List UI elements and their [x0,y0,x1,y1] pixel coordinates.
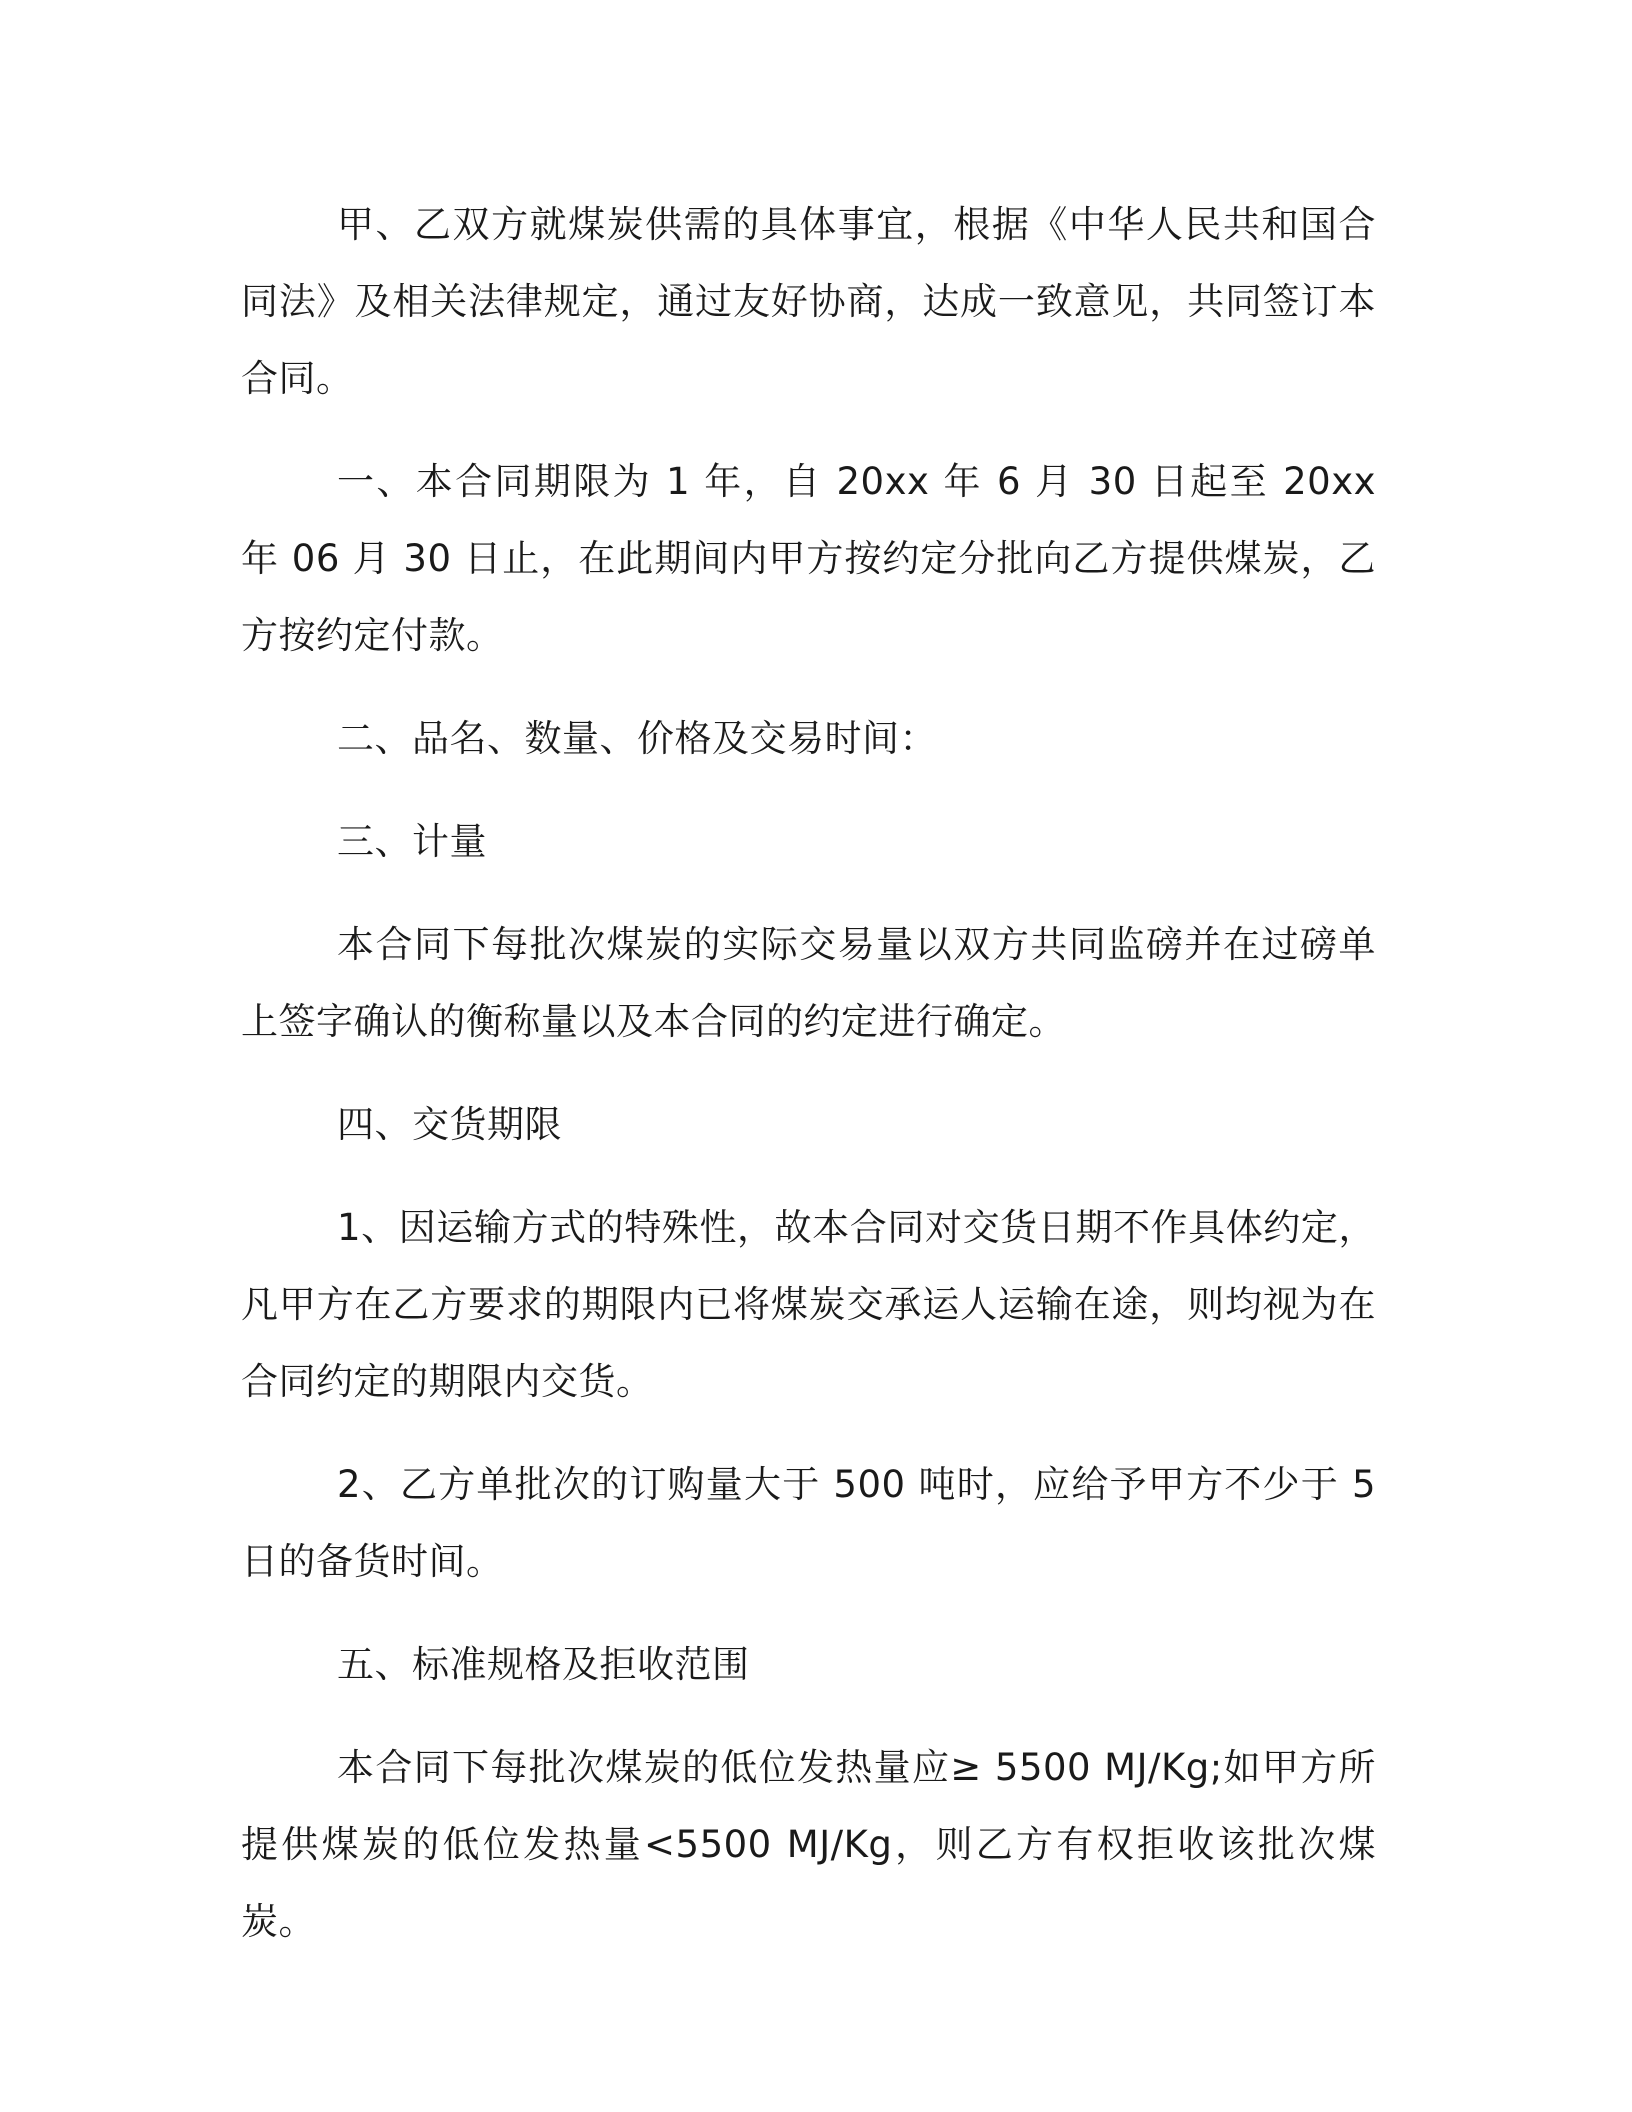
heading-clause-3: 三、计量 [337,820,487,863]
paragraph-clause-4-item-1: 1、因运输方式的特殊性，故本合同对交货日期不作具体约定，凡甲方在乙方要求的期限内已将煤炭交承运人运输在途，则均视为在合同约定的期限内交货。 [241,1206,1376,1403]
heading-clause-2: 二、品名、数量、价格及交易时间： [337,717,937,760]
paragraph-clause-3-body: 本合同下每批次煤炭的实际交易量以双方共同监磅并在过磅单上签字确认的衡称量以及本合同的约定进行确定。 [241,923,1376,1043]
paragraph-clause-1-term: 一、本合同期限为 1 年，自 20xx 年 6 月 30 日起至 20xx 年 06 月 30 日止，在此期间内甲方按约定分批向乙方提供煤炭，乙方按约定付款。 [241,460,1376,657]
heading-clause-5: 五、标准规格及拒收范围 [337,1643,750,1686]
paragraph-clause-4-item-2: 2、乙方单批次的订购量大于 500 吨时，应给予甲方不少于 5 日的备货时间。 [241,1463,1376,1583]
heading-clause-4: 四、交货期限 [337,1103,562,1146]
paragraph-clause-5-body: 本合同下每批次煤炭的低位发热量应≥ 5500 MJ/Kg;如甲方所提供煤炭的低位发热量<5500 MJ/Kg，则乙方有权拒收该批次煤炭。 [241,1746,1376,1943]
document-body [241,186,1376,1986]
paragraph-preamble: 甲、乙双方就煤炭供需的具体事宜，根据《中华人民共和国合同法》及相关法律规定，通过友好协商，达成一致意见，共同签订本合同。 [241,203,1376,400]
